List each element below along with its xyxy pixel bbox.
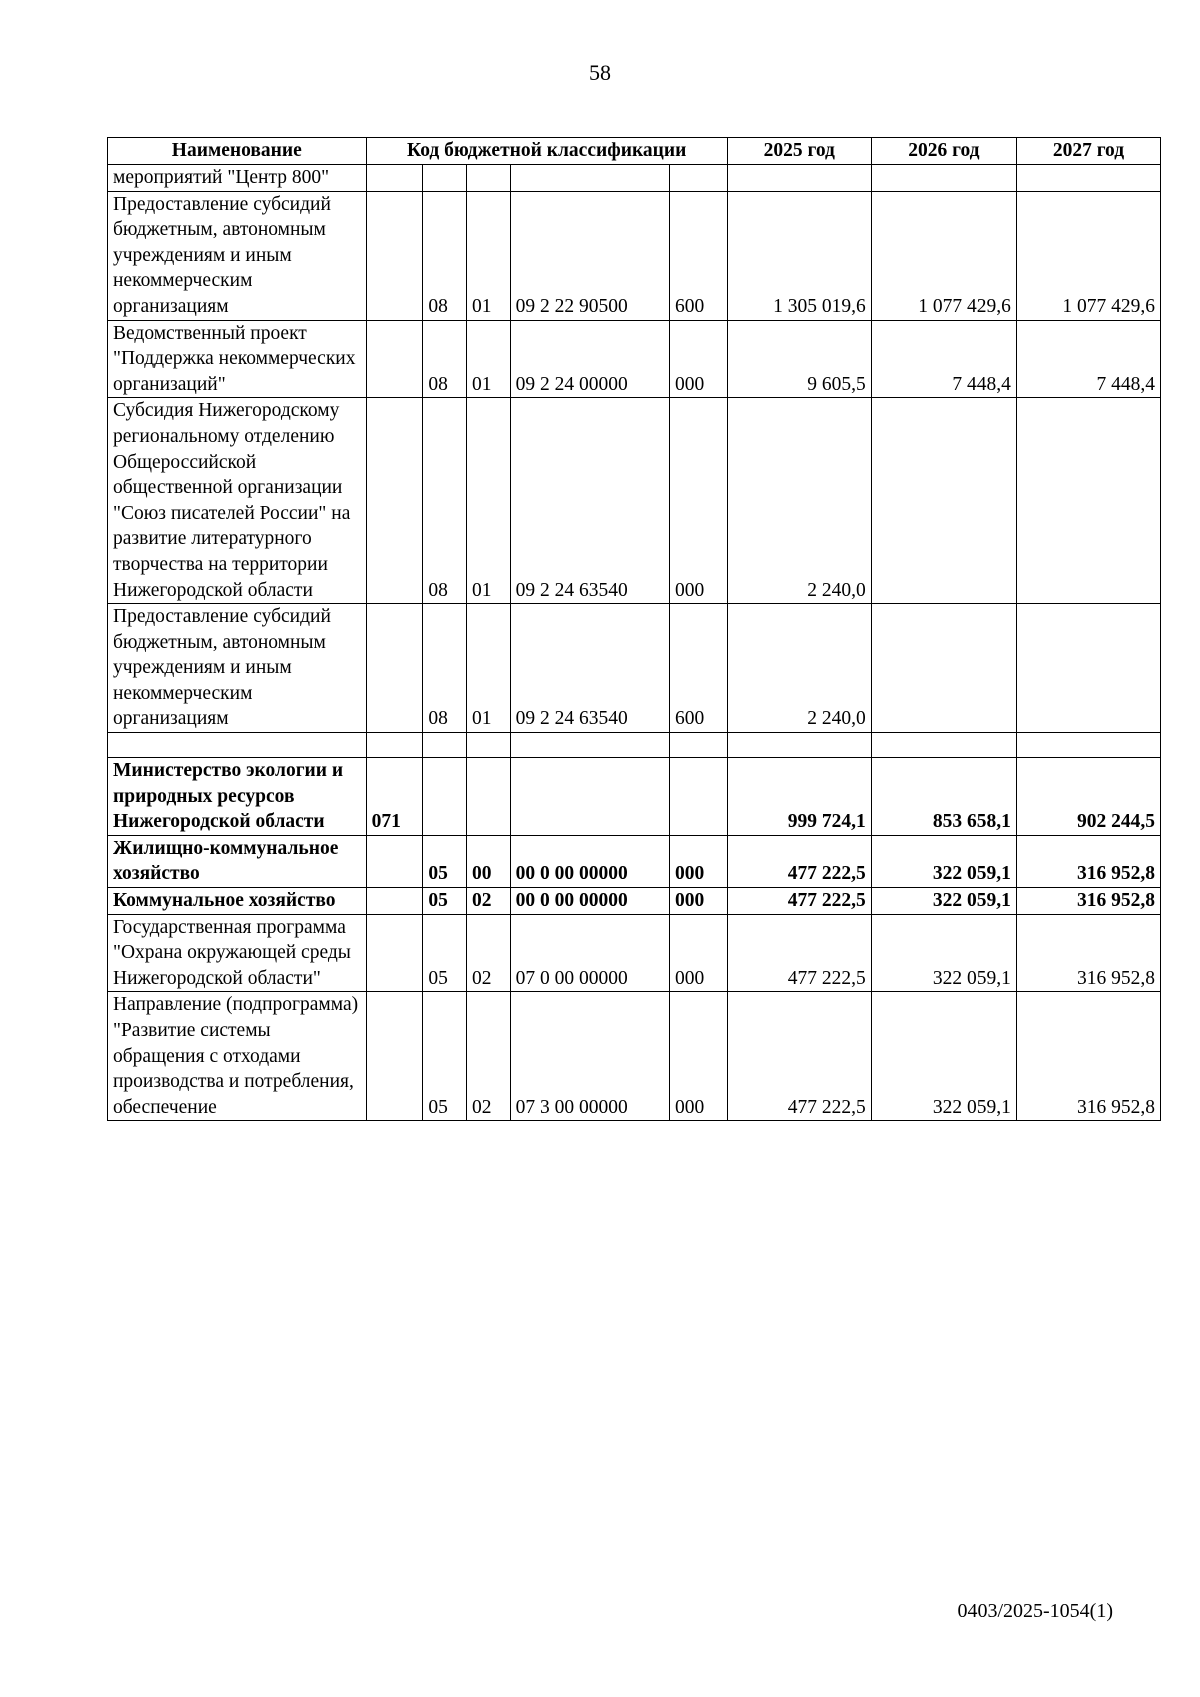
row-csr: 09 2 24 63540 (510, 604, 669, 733)
row-2026 (871, 733, 1016, 758)
row-csr (510, 758, 669, 836)
table-header-row (108, 138, 1161, 165)
row-rz (423, 733, 467, 758)
row-vr: 000 (669, 398, 727, 604)
row-gr (366, 398, 423, 604)
row-2026: 322 059,1 (871, 835, 1016, 887)
row-vr: 000 (669, 914, 727, 992)
row-2026 (871, 165, 1016, 192)
row-2025: 477 222,5 (727, 888, 871, 915)
row-2025: 2 240,0 (727, 604, 871, 733)
row-name: Предоставление субсидий бюджетным, автономным учреждениям и иным некоммерческим организациям (108, 604, 367, 733)
table-row (108, 758, 1161, 836)
row-rz: 05 (423, 835, 467, 887)
row-name: Жилищно-коммунальное хозяйство (108, 835, 367, 887)
row-2027: 316 952,8 (1016, 914, 1160, 992)
row-2026: 322 059,1 (871, 888, 1016, 915)
row-gr (366, 604, 423, 733)
table-row (108, 835, 1161, 887)
row-2025 (727, 733, 871, 758)
row-vr (669, 733, 727, 758)
row-name (108, 733, 367, 758)
row-name: Предоставление субсидий бюджетным, автономным учреждениям и иным некоммерческим организациям (108, 191, 367, 320)
row-vr (669, 758, 727, 836)
row-vr: 600 (669, 604, 727, 733)
row-2027: 316 952,8 (1016, 888, 1160, 915)
row-2027: 316 952,8 (1016, 835, 1160, 887)
row-2027 (1016, 733, 1160, 758)
row-vr: 000 (669, 835, 727, 887)
row-gr (366, 835, 423, 887)
header-2026: 2026 год (871, 138, 1016, 165)
row-gr (366, 888, 423, 915)
row-2025: 2 240,0 (727, 398, 871, 604)
row-pr: 02 (466, 888, 510, 915)
row-2026: 322 059,1 (871, 992, 1016, 1121)
row-2025: 9 605,5 (727, 320, 871, 398)
table-row (108, 320, 1161, 398)
row-csr: 09 2 22 90500 (510, 191, 669, 320)
row-name: мероприятий "Центр 800" (108, 165, 367, 192)
row-rz: 05 (423, 888, 467, 915)
row-pr: 00 (466, 835, 510, 887)
row-2026 (871, 604, 1016, 733)
row-pr (466, 165, 510, 192)
row-2026: 853 658,1 (871, 758, 1016, 836)
row-2026: 7 448,4 (871, 320, 1016, 398)
row-pr: 01 (466, 604, 510, 733)
table-row (108, 992, 1161, 1121)
table-row (108, 888, 1161, 915)
row-rz (423, 758, 467, 836)
row-pr (466, 758, 510, 836)
row-csr: 07 3 00 00000 (510, 992, 669, 1121)
row-vr: 600 (669, 191, 727, 320)
row-2026: 1 077 429,6 (871, 191, 1016, 320)
table-row-empty (108, 733, 1161, 758)
table-row (108, 191, 1161, 320)
row-2025: 1 305 019,6 (727, 191, 871, 320)
row-name: Коммунальное хозяйство (108, 888, 367, 915)
row-vr: 000 (669, 992, 727, 1121)
row-rz (423, 165, 467, 192)
header-2025: 2025 год (727, 138, 871, 165)
row-name: Направление (подпрограмма) "Развитие системы обращения с отходами производства и потребления, обеспечение (108, 992, 367, 1121)
table-row (108, 165, 1161, 192)
row-csr: 00 0 00 00000 (510, 835, 669, 887)
row-2026: 322 059,1 (871, 914, 1016, 992)
row-csr: 07 0 00 00000 (510, 914, 669, 992)
row-2027: 316 952,8 (1016, 992, 1160, 1121)
row-2025: 477 222,5 (727, 835, 871, 887)
row-pr: 02 (466, 992, 510, 1121)
row-2027 (1016, 604, 1160, 733)
row-gr (366, 914, 423, 992)
header-name: Наименование (108, 138, 367, 165)
row-rz: 08 (423, 191, 467, 320)
table-row (108, 398, 1161, 604)
row-vr: 000 (669, 320, 727, 398)
row-2027: 902 244,5 (1016, 758, 1160, 836)
row-2027: 1 077 429,6 (1016, 191, 1160, 320)
row-gr (366, 992, 423, 1121)
row-vr (669, 165, 727, 192)
row-gr: 071 (366, 758, 423, 836)
header-2027: 2027 год (1016, 138, 1160, 165)
row-2027: 7 448,4 (1016, 320, 1160, 398)
row-2026 (871, 398, 1016, 604)
row-name: Министерство экологии и природных ресурсов Нижегородской области (108, 758, 367, 836)
row-rz: 08 (423, 398, 467, 604)
row-2025: 999 724,1 (727, 758, 871, 836)
row-csr: 00 0 00 00000 (510, 888, 669, 915)
row-pr: 01 (466, 320, 510, 398)
row-csr: 09 2 24 00000 (510, 320, 669, 398)
row-csr (510, 165, 669, 192)
row-pr: 02 (466, 914, 510, 992)
table-row (108, 604, 1161, 733)
header-code: Код бюджетной классификации (366, 138, 727, 165)
row-2025: 477 222,5 (727, 914, 871, 992)
row-csr: 09 2 24 63540 (510, 398, 669, 604)
row-rz: 05 (423, 914, 467, 992)
budget-table (107, 137, 1161, 1121)
row-gr (366, 733, 423, 758)
row-pr (466, 733, 510, 758)
row-name: Ведомственный проект "Поддержка некоммерческих организаций" (108, 320, 367, 398)
row-2025: 477 222,5 (727, 992, 871, 1121)
row-vr: 000 (669, 888, 727, 915)
row-gr (366, 320, 423, 398)
row-csr (510, 733, 669, 758)
row-rz: 05 (423, 992, 467, 1121)
row-gr (366, 191, 423, 320)
row-2027 (1016, 165, 1160, 192)
document-number: 0403/2025-1054(1) (957, 1600, 1113, 1622)
row-pr: 01 (466, 191, 510, 320)
row-2025 (727, 165, 871, 192)
row-rz: 08 (423, 320, 467, 398)
row-rz: 08 (423, 604, 467, 733)
row-2027 (1016, 398, 1160, 604)
table-row (108, 914, 1161, 992)
row-gr (366, 165, 423, 192)
row-pr: 01 (466, 398, 510, 604)
row-name: Государственная программа "Охрана окружающей среды Нижегородской области" (108, 914, 367, 992)
page-number: 58 (589, 60, 611, 85)
row-name: Субсидия Нижегородскому региональному отделению Общероссийской общественной организации "Союз писателей России" на развитие литературного творчества на территории Нижегородской области (108, 398, 367, 604)
